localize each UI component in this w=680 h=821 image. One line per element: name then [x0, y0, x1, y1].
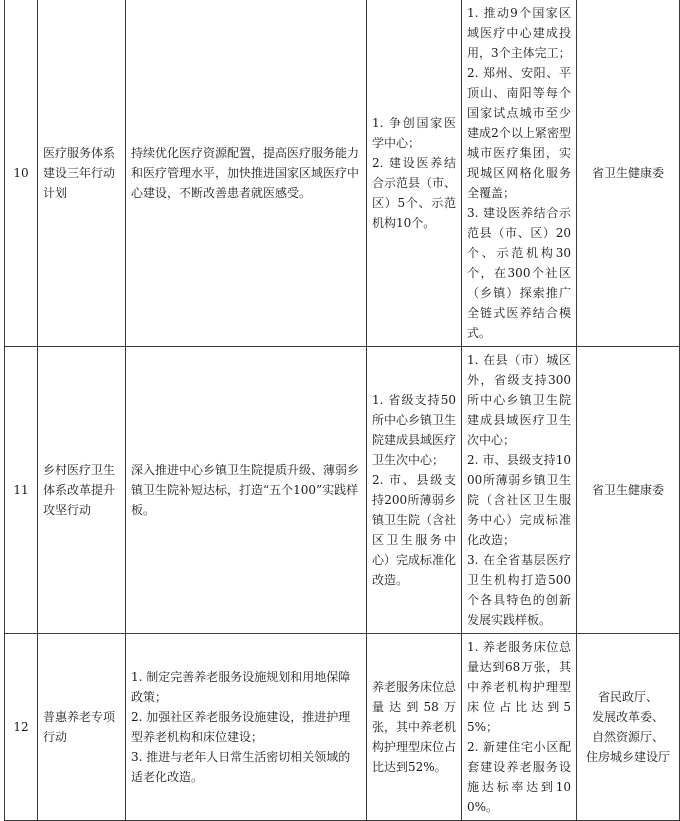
project-name: 普惠养老专项行动: [38, 634, 126, 821]
row-number: 12: [5, 634, 38, 821]
responsible-department: 省卫生健康委: [577, 347, 680, 634]
table-row: [5, 0, 680, 347]
project-goal: 1. 养老服务床位总量达到68万张，其中养老机构护理型床位占比达到55%； 2. 新建住宅小区配套建设养老服务设施达标率达到100%。: [462, 634, 577, 821]
project-target: 1. 省级支持50所中心乡镇卫生院建成县域医疗卫生次中心； 2. 市、县级支持200所薄弱乡镇卫生院（含社区卫生服务中心）完成标准化改造。: [367, 347, 462, 634]
row-number: 10: [5, 0, 38, 347]
project-goal: 1. 在县（市）城区外，省级支持300所中心乡镇卫生院建成县域医疗卫生次中心； 2. 市、县级支持1000所薄弱乡镇卫生院（含社区卫生服务中心）完成标准化改造； 3. 在全省基层医疗卫生机构打造500个各具特色的创新发展实践样板。: [462, 347, 577, 634]
responsible-department: 省卫生健康委: [577, 0, 680, 347]
project-name: 乡村医疗卫生体系改革提升攻坚行动: [38, 347, 126, 634]
project-target: 养老服务床位总量达到58万张，其中养老机构护理型床位占比达到52%。: [367, 634, 462, 821]
project-content: 深入推进中心乡镇卫生院提质升级、薄弱乡镇卫生院补短达标，打造“五个100”实践样板。: [126, 347, 367, 634]
row-number: 11: [5, 347, 38, 634]
table-row: [5, 347, 680, 634]
project-content: 持续优化医疗资源配置，提高医疗服务能力和医疗管理水平，加快推进国家区域医疗中心建设，不断改善患者就医感受。: [126, 0, 367, 347]
project-name: 医疗服务体系建设三年行动计划: [38, 0, 126, 347]
table-row: [5, 634, 680, 821]
project-content: 1. 制定完善养老服务设施规划和用地保障政策； 2. 加强社区养老服务设施建设，推进护理型养老机构和床位建设； 3. 推进与老年人日常生活密切相关领域的适老化改造。: [126, 634, 367, 821]
action-plan-table: [4, 0, 680, 821]
project-goal: 1. 推动9个国家区域医疗中心建成投用，3个主体完工； 2. 郑州、安阳、平顶山、南阳等每个国家试点城市至少建成2个以上紧密型城市医疗集团，实现城区网格化服务全覆盖； 3. 建设医养结合示范县（市、区）20个、示范机构30个，在300个社区（乡镇）探索推广全链式医养结合模式。: [462, 0, 577, 347]
project-target: 1. 争创国家医学中心； 2. 建设医养结合示范县（市、区）5个、示范机构10个。: [367, 0, 462, 347]
responsible-department: 省民政厅、 发展改革委、 自然资源厅、 住房城乡建设厅: [577, 634, 680, 821]
